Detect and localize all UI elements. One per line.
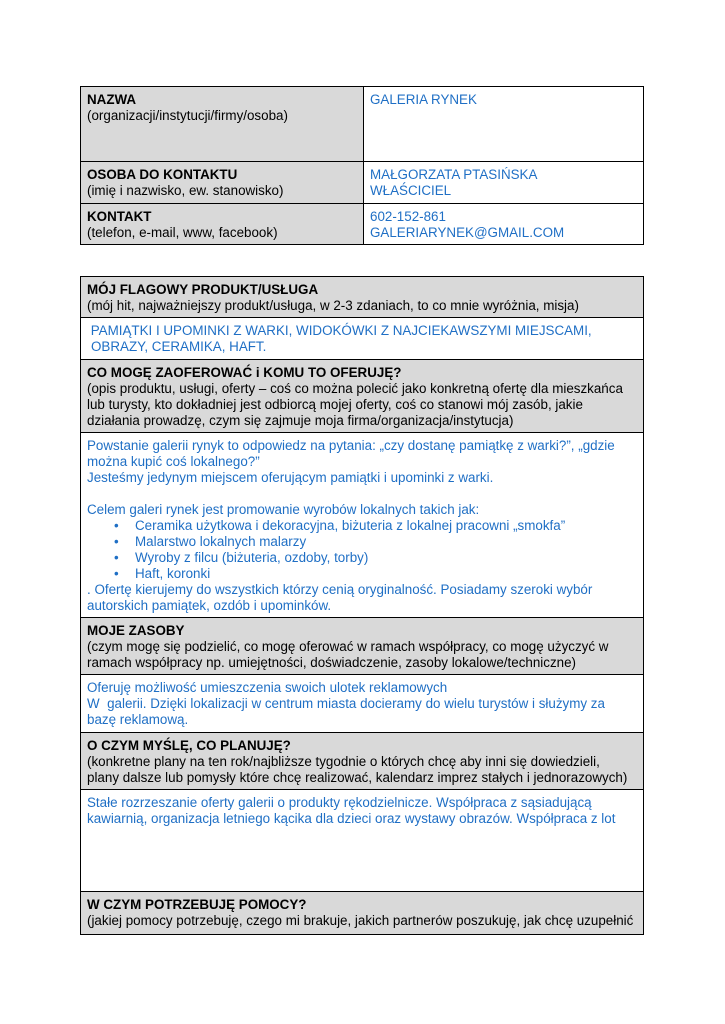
organization-name: GALERIA RYNEK [370,92,477,107]
resources-hint-line: (czym mogę się podzielić, co mogę oferować w ramach współpracy, co mogę użyczyć w [87,639,609,654]
header-table [80,86,644,245]
offer-answer-line: . Ofertę kierujemy do wszystkich którzy cenią oryginalność. Posiadamy szeroki wybór [87,582,593,597]
details-table [80,276,644,935]
table-row [81,204,644,245]
offer-header-cell [81,360,644,433]
table-row [81,360,644,433]
flagship-hint: (mój hit, najważniejszy produkt/usługa, w 2-3 zdaniach, to co mnie wyróżnia, misja) [87,298,579,313]
plans-answer-line: kawiarnią, organizacja letniego kącika dla dzieci oraz wystawy obrazów. Współpraca z lot [87,811,616,826]
table-row [81,675,644,733]
contact-person-label-title: OSOBA DO KONTAKTU [87,167,238,182]
resources-hint-line: ramach współpracy np. umiejętności, doświadczenie, zasoby lokalowe/techniczne) [87,655,577,670]
list-item: • Ceramika użytkowa i dekoracyjna, biżuteria z lokalnej pracowni „smokfa” [135,518,637,534]
offer-list-intro: Celem galeri rynek jest promowanie wyrobów lokalnych takich jak: [87,502,480,517]
flagship-title: MÓJ FLAGOWY PRODUKT/USŁUGA [87,282,319,297]
contact-label-title: KONTAKT [87,209,152,224]
offer-answer-line: można kupić coś lokalnego?” [87,454,260,469]
contact-person-name: MAŁGORZATA PTASIŃSKA [370,167,538,182]
name-label-cell [81,87,364,162]
plans-title: O CZYM MYŚLĘ, CO PLANUJĘ? [87,738,291,753]
contact-person-value-cell [364,162,644,204]
list-item: • Malarstwo lokalnych malarzy [135,534,637,550]
plans-hint-line: plany dalsze lub pomysły które chcę realizować, kalendarz imprez stałych i jednorazowych) [87,770,628,785]
name-label-hint: (organizacji/instytucji/firmy/osoba) [87,108,288,123]
resources-title: MOJE ZASOBY [87,623,185,638]
plans-header-cell [81,733,644,790]
plans-hint-line: (konkretne plany na ten rok/najbliższe tygodnie o których chcę aby inni się dowiedzieli, [87,754,600,769]
spacer [87,486,637,502]
offer-title: CO MOGĘ ZAOFEROWAĆ i KOMU TO OFERUJĘ? [87,365,402,380]
offer-answer-line: autorskich pamiątek, ozdób i upominków. [87,598,332,613]
offer-hint-line: lub turysty, kto dokładniej jest odbiorcą mojej oferty, coś co stanowi mój zasób, jakie [87,397,583,412]
contact-value-cell [364,204,644,245]
contact-email: GALERIARYNEK@GMAIL.COM [370,225,565,240]
contact-person-role: WŁAŚCICIEL [370,183,452,198]
list-item: • Haft, koronki [135,566,637,582]
offer-hint-line: (opis produktu, usługi, oferty – coś co można polecić jako konkretną ofertę dla mieszkańca [87,381,623,396]
contact-label-hint: (telefon, e-mail, www, facebook) [87,225,278,240]
resources-answer-line: Oferuję możliwość umieszczenia swoich ulotek reklamowych [87,680,448,695]
offer-answer-cell [81,433,644,618]
offer-answer-line: Jesteśmy jedynym miejscem oferującym pamiątki i upominki z warki. [87,470,494,485]
help-header-cell [81,892,644,935]
contact-person-label-hint: (imię i nazwisko, ew. stanowisko) [87,183,284,198]
table-row [81,892,644,935]
table-row [81,87,644,162]
offer-answer-line: Powstanie galerii rynyk to odpowiedz na pytania: „czy dostanę pamiątkę z warki?”, „gdzie [87,438,615,453]
contact-label-cell [81,204,364,245]
name-label-title: NAZWA [87,92,137,107]
contact-person-label-cell [81,162,364,204]
resources-header-cell [81,618,644,675]
plans-answer-line: Stałe rozrzeszanie oferty galerii o produkty rękodzielnicze. Współpraca z sąsiadującą [87,795,592,810]
table-row [81,433,644,618]
offer-hint-line: działania prowadzę, czym się zajmuje moja firma/organizacja/instytucja) [87,413,514,428]
table-row [81,162,644,204]
table-row [81,318,644,360]
resources-answer-line: W galerii. Dzięki lokalizacji w centrum miasta docieramy do wielu turystów i służymy za [87,696,605,711]
contact-phone: 602-152-861 [370,209,446,224]
name-value-cell [364,87,644,162]
resources-answer-line: bazę reklamową. [87,712,189,727]
local-products-list [87,518,637,582]
resources-answer-cell [81,675,644,733]
table-row [81,733,644,790]
flagship-answer-line: OBRAZY, CERAMIKA, HAFT. [91,339,267,354]
flagship-header-cell [81,277,644,318]
table-row [81,277,644,318]
list-item: • Wyroby z filcu (biżuteria, ozdoby, torby) [135,550,637,566]
table-row [81,790,644,892]
help-title: W CZYM POTRZEBUJĘ POMOCY? [87,897,307,912]
flagship-answer-cell [81,318,644,360]
flagship-answer-line: PAMIĄTKI I UPOMINKI Z WARKI, WIDOKÓWKI Z NAJCIEKAWSZYMI MIEJSCAMI, [87,323,592,338]
table-row [81,618,644,675]
help-hint: (jakiej pomocy potrzebuję, czego mi brakuje, jakich partnerów poszukuję, jak chcę uzupełnić [87,913,634,928]
plans-answer-cell [81,790,644,892]
